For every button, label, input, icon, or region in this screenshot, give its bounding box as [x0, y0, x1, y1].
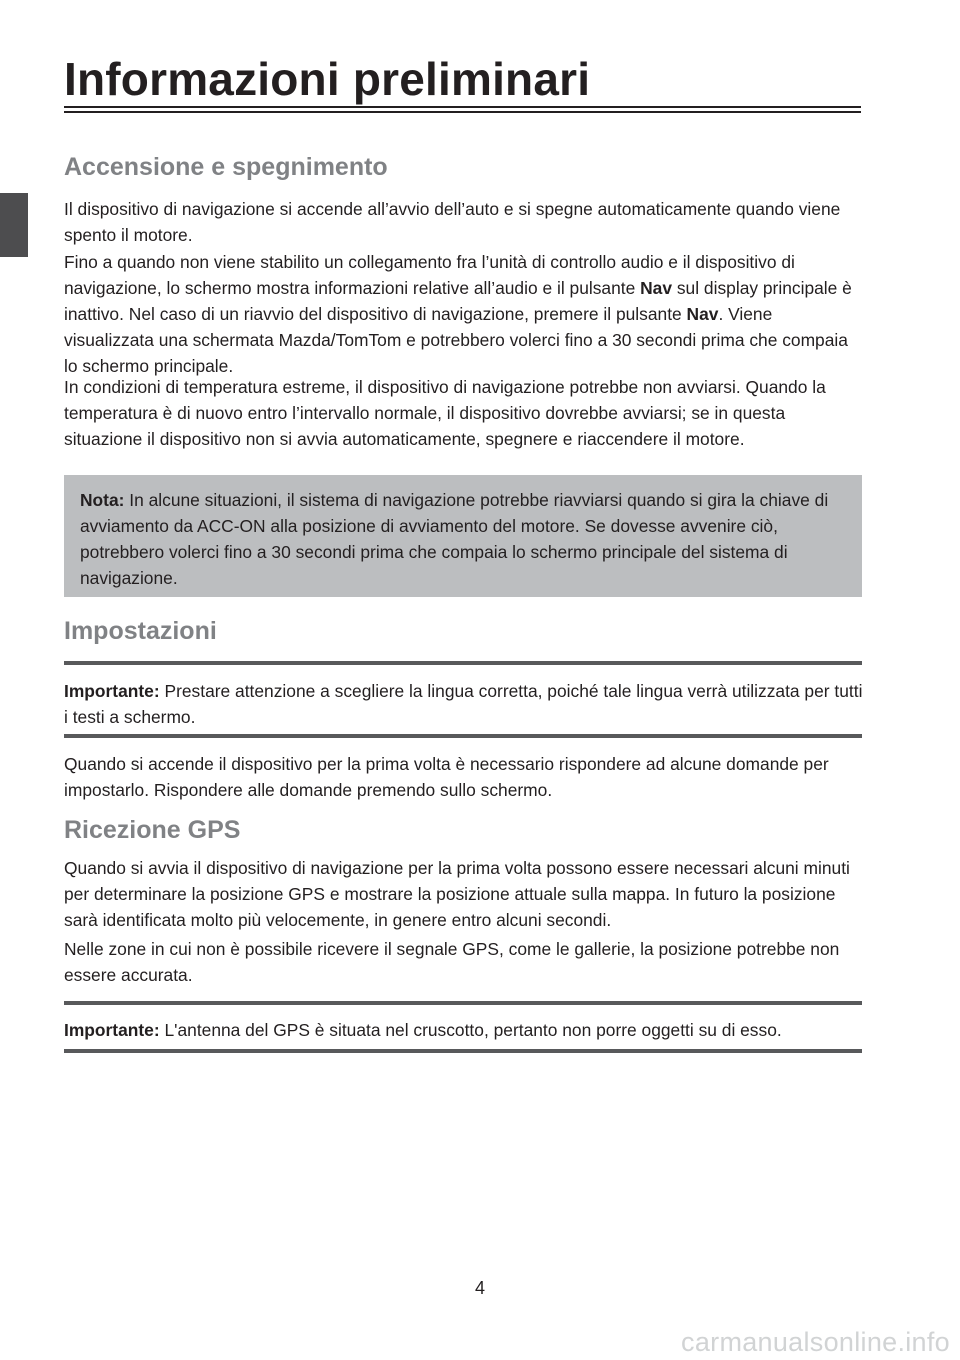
settings-paragraph-1: Quando si accende il dispositivo per la prima volta è necessario rispondere ad alcune domande per impostarlo. Rispondere alle domande premendo sullo schermo. — [64, 754, 829, 800]
settings-important-text: Prestare attenzione a scegliere la lingua corretta, poiché tale lingua verrà utilizzata per tutti i testi a schermo. — [64, 681, 863, 727]
power-paragraph-1: Il dispositivo di navigazione si accende all’avvio dell’auto e si spegne automaticamente quando viene spento il motore. — [64, 199, 841, 245]
title-rule-bottom — [64, 111, 861, 113]
page-title: Informazioni preliminari — [64, 53, 591, 105]
heading-settings: Impostazioni — [64, 617, 217, 645]
note-body: In alcune situazioni, il sistema di navigazione potrebbe riavviarsi quando si gira la chiave di avviamento da ACC-ON alla posizione di avviamento del motore. Se dovesse avvenire ciò, potrebbero volerci fino a 30 secondi prima che compaia lo schermo principale del sistema di navigazione. — [80, 490, 829, 588]
gps-important-rule-bottom — [64, 1049, 862, 1053]
important-rule-top — [64, 661, 862, 665]
power-p2-text-3: . Viene visualizzata una schermata Mazda/TomTom e potrebbero volerci fino a 30 secondi prima che compaia lo schermo principale. — [64, 304, 848, 376]
power-p2-text-1: Fino a quando non viene stabilito un collegamento fra l’unità di controllo audio e il dispositivo di navigazione, lo schermo mostra informazioni relative all’audio e il pulsante — [64, 252, 795, 298]
page-number: 4 — [474, 1278, 485, 1298]
gps-paragraph-1: Quando si avvia il dispositivo di navigazione per la prima volta possono essere necessari alcuni minuti per determinare la posizione GPS e mostrare la posizione attuale sulla mappa. In futuro la posizione sarà identificata molto più velocemente, in genere entro alcuni secondi. — [64, 858, 850, 930]
title-rule-top — [64, 106, 861, 108]
power-p2-text-2: sul display principale è inattivo. Nel caso di un riavvio del dispositivo di navigazione, premere il pulsante — [64, 278, 852, 324]
important-rule-bottom — [64, 734, 862, 738]
note-box — [64, 475, 862, 597]
nav-button-label: Nav — [640, 278, 673, 298]
power-paragraph-3: In condizioni di temperatura estreme, il dispositivo di navigazione potrebbe non avviarsi. Quando la temperatura è di nuovo entro l’intervallo normale, il dispositivo dovrebbe avviarsi; se in questa situazione il dispositivo non si avvia automaticamente, spegnere e riaccendere il motore. — [64, 377, 826, 449]
heading-gps: Ricezione GPS — [64, 816, 241, 844]
power-paragraph-2 — [64, 249, 864, 379]
gps-important — [64, 1017, 864, 1043]
settings-important — [64, 678, 864, 730]
gps-important-label: Importante: — [64, 1020, 160, 1040]
settings-important-label: Importante: — [64, 681, 160, 701]
gps-important-text: L'antenna del GPS è situata nel cruscotto, pertanto non porre oggetti su di esso. — [159, 1020, 782, 1040]
chapter-tab-marker — [0, 193, 28, 257]
note-text — [80, 487, 850, 591]
nav-button-label-2: Nav — [686, 304, 719, 324]
watermark: carmanualsonline.info — [681, 1327, 950, 1357]
gps-important-rule-top — [64, 1001, 862, 1005]
note-label: Nota: — [80, 490, 125, 510]
heading-power: Accensione e spegnimento — [64, 153, 388, 181]
gps-paragraph-2: Nelle zone in cui non è possibile ricevere il segnale GPS, come le gallerie, la posizione potrebbe non essere accurata. — [64, 939, 840, 985]
